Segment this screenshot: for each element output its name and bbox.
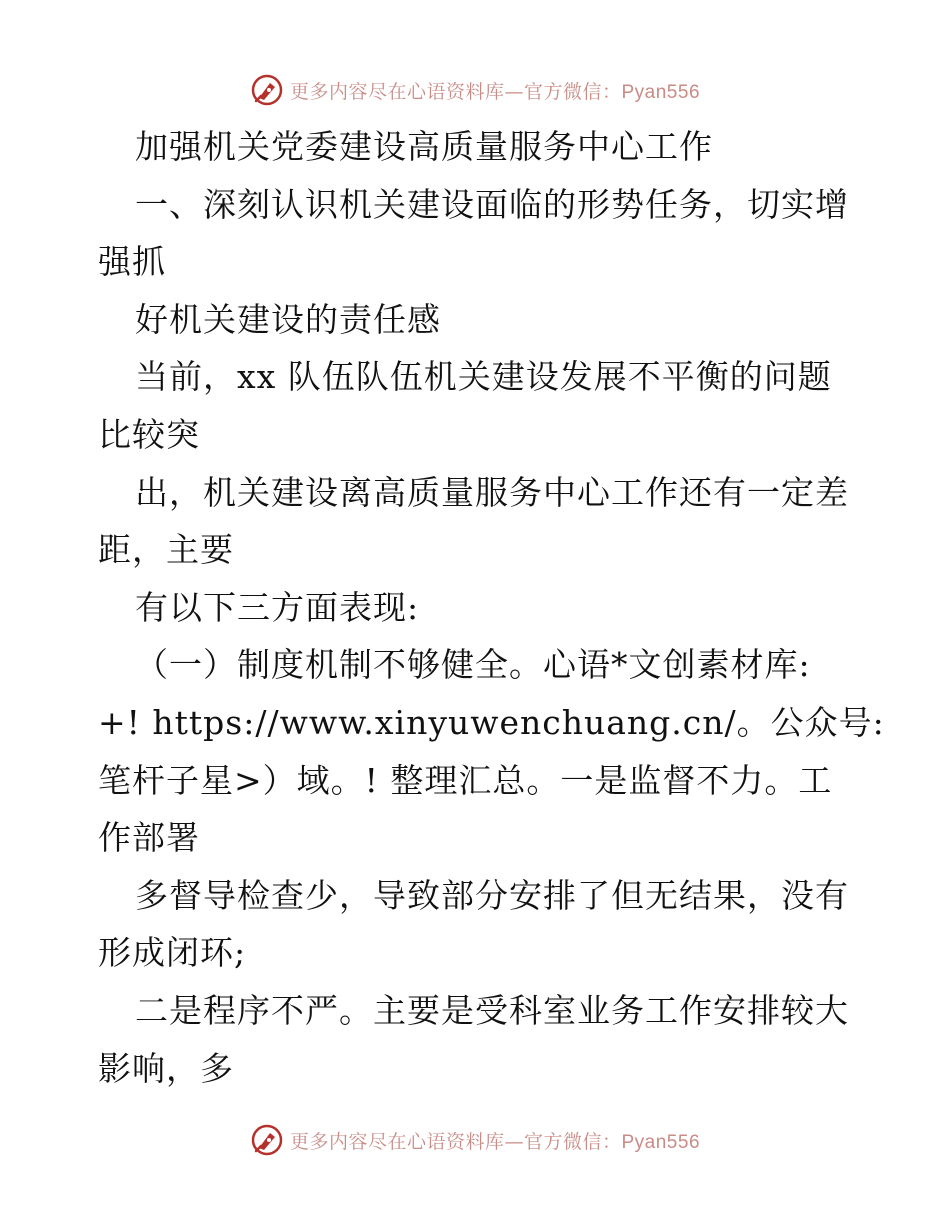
text-line: 多督导检查少，导致部分安排了但无结果，没有 <box>135 875 849 915</box>
text-line: 作部署 <box>98 818 200 858</box>
text-line: 加强机关党委建设高质量服务中心工作 <box>135 127 713 166</box>
header-watermark-account: Pyan556 <box>621 81 701 103</box>
text-line: 好机关建设的责任感 <box>135 299 441 339</box>
text-line: 出，机关建设离高质量服务中心工作还有一定差 <box>135 472 849 512</box>
text-line: 比较突 <box>98 414 200 454</box>
document-body <box>98 118 885 1097</box>
footer-watermark-label: 更多内容尽在心语资料库—官方微信： <box>289 1130 622 1153</box>
text-line: 二是程序不严。主要是受科室业务工作安排较大 <box>135 990 849 1030</box>
text-line: +! https://www.xinyuwenchuang.cn/。公众号: <box>98 702 885 742</box>
text-line: 形成闭环; <box>98 933 247 973</box>
header-watermark-text <box>290 77 700 104</box>
text-line: （一）制度机制不够健全。心语*文创素材库: <box>135 645 811 685</box>
text-line: 有以下三方面表现: <box>135 587 420 627</box>
footer-watermark-text <box>290 1127 700 1154</box>
text-line: 强抓 <box>98 242 166 282</box>
footer-watermark <box>0 1120 950 1160</box>
pen-nib-logo-icon <box>250 1123 284 1157</box>
text-line: 影响，多 <box>98 1048 234 1088</box>
header-watermark-label: 更多内容尽在心语资料库—官方微信： <box>289 80 622 103</box>
footer-watermark-account: Pyan556 <box>621 1131 701 1153</box>
text-line: 笔杆子星>）域。! 整理汇总。一是监督不力。工 <box>98 760 833 800</box>
text-line: 当前，xx 队伍队伍机关建设发展不平衡的问题 <box>135 357 832 397</box>
pen-nib-logo-icon <box>250 73 284 107</box>
text-line: 一、深刻认识机关建设面临的形势任务，切实增 <box>135 184 849 224</box>
header-watermark <box>0 70 950 110</box>
text-line: 距，主要 <box>98 530 234 570</box>
